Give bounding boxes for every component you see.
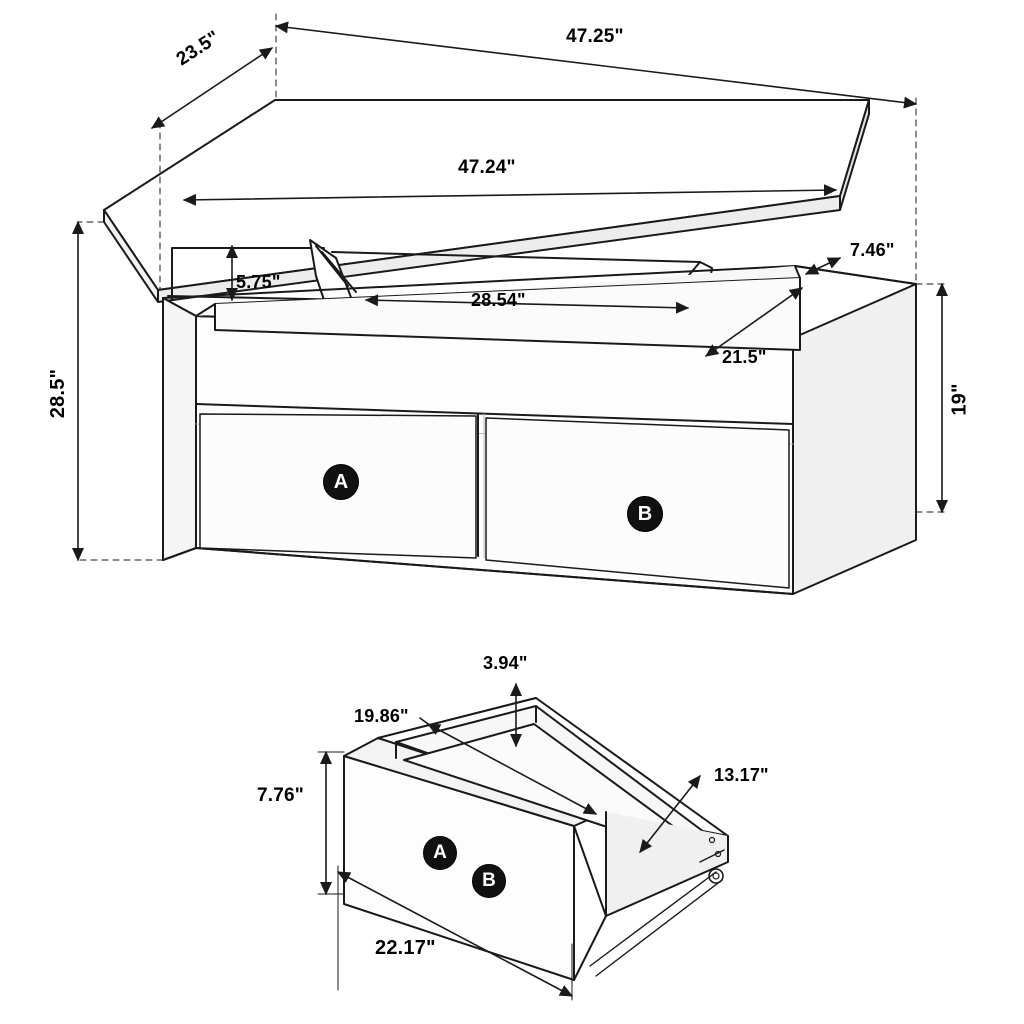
dimension-label-inner-storage-depth: 21.5" <box>722 347 767 367</box>
dimension-label-lift-top-overhang: 7.46" <box>850 240 895 260</box>
dimension-label-overall-width-top: 47.25" <box>566 26 624 47</box>
dimension-label-drawer-front-height: 7.76" <box>257 785 304 806</box>
dimension-label-drawer-inner-side: 13.17" <box>714 765 769 785</box>
dimension-label-overall-depth: 23.5" <box>172 26 224 71</box>
badge-drawer-detail-a: A <box>423 836 457 870</box>
dimension-label-case-height: 19" <box>948 383 971 416</box>
dimension-label-lift-clearance-height: 5.75" <box>236 272 281 292</box>
dimension-label-inner-storage-width: 28.54" <box>471 290 526 310</box>
dimension-label-top-panel-width: 47.24" <box>458 157 516 178</box>
dimension-label-overall-height: 28.5" <box>47 368 70 419</box>
badge-drawer-detail-b: B <box>472 864 506 898</box>
dimension-label-drawer-inner-depth-front: 3.94" <box>483 653 528 673</box>
dimension-label-drawer-inner-width: 19.86" <box>354 706 409 726</box>
badge-drawer-b: B <box>627 496 663 532</box>
badge-drawer-a: A <box>323 464 359 500</box>
dimension-label-drawer-front-width: 22.17" <box>375 937 436 959</box>
